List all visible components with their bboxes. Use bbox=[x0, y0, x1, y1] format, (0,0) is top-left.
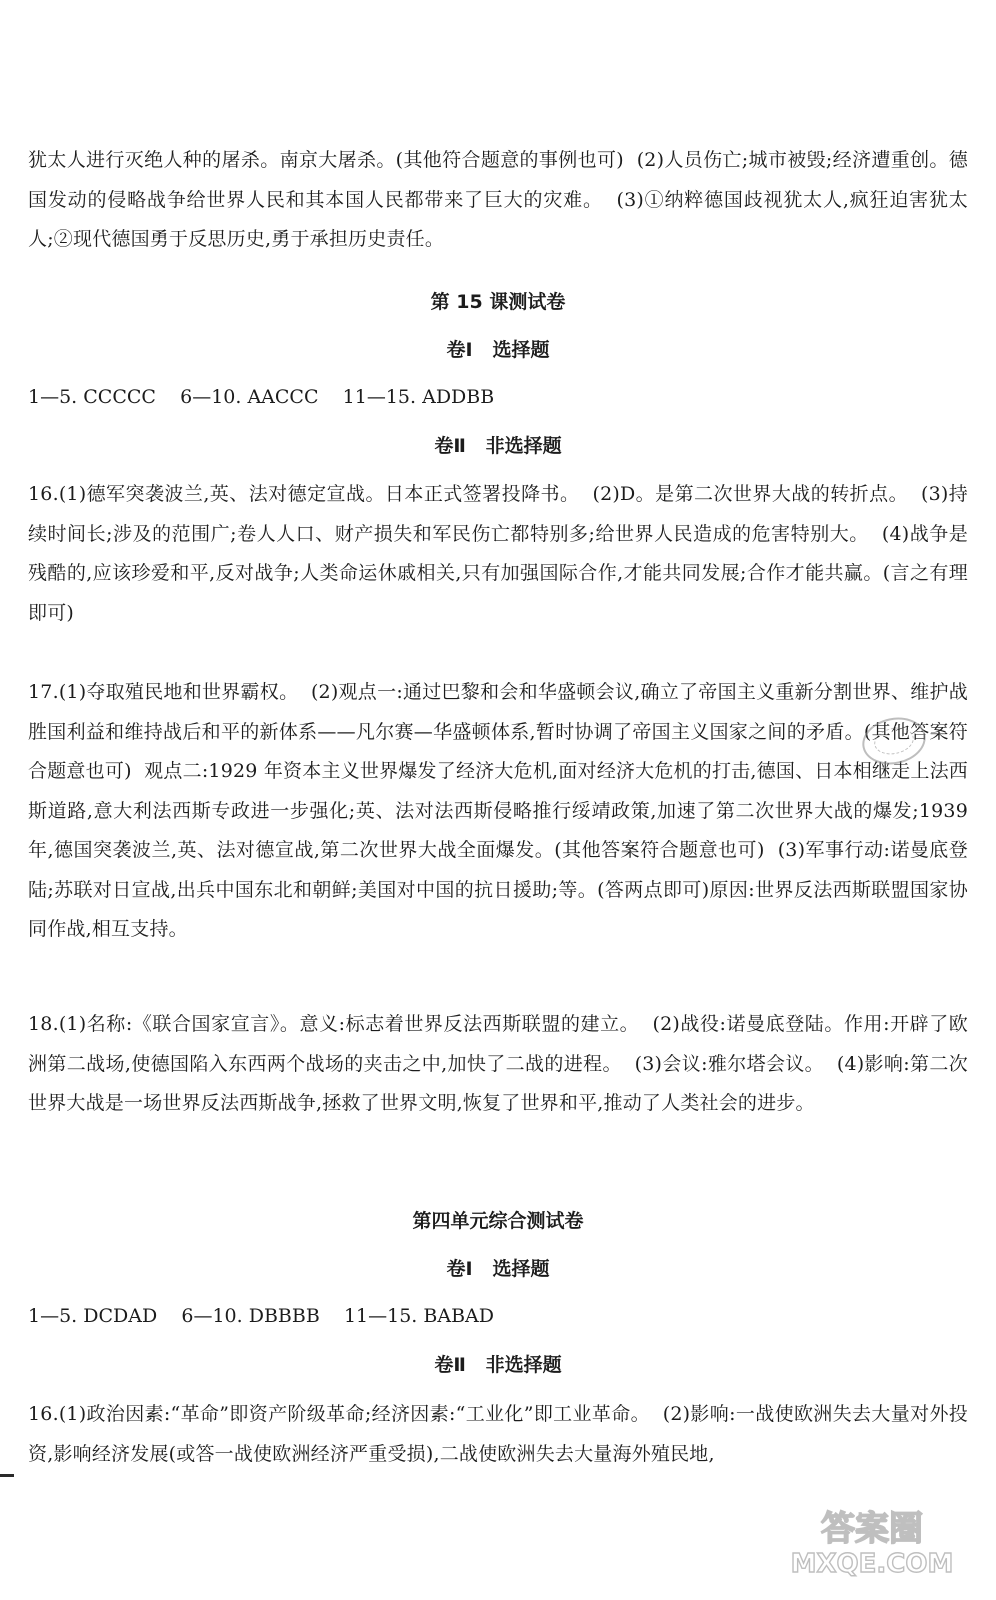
site-watermark bbox=[772, 1504, 972, 1578]
lesson15-part1-title: 卷Ⅰ 选择题 bbox=[446, 339, 550, 361]
margin-mark bbox=[0, 1474, 14, 1477]
unit4-part2-title: 卷Ⅱ 非选择题 bbox=[434, 1354, 562, 1376]
unit4-title: 第四单元综合测试卷 bbox=[412, 1210, 584, 1232]
lesson15-part2-title: 卷Ⅱ 非选择题 bbox=[434, 435, 562, 457]
lesson15-choice-answers: 1—5. CCCCC 6—10. AACCC 11—15. ADDBB bbox=[28, 386, 495, 408]
watermark-site-text: MXQE.COM bbox=[790, 1549, 954, 1578]
lesson15-question-18: 18.(1)名称:《联合国家宣言》。意义:标志着世界反法西斯联盟的建立。 (2)战役:诺曼底登陆。作用:开辟了欧洲第二战场,使德国陷入东西两个战场的夹击之中,加快了二战的进程。 (3)会议:雅尔塔会议。 (4)影响:第二次世界大战是一场世界反法西斯战争,拯救了世界文明,恢复了世界和平,推动了人类社会的进步。 bbox=[28, 1013, 968, 1114]
lesson15-question-16: 16.(1)德军突袭波兰,英、法对德定宣战。日本正式签署投降书。 (2)D。是第二次世界大战的转折点。 (3)持续时间长;涉及的范围广;卷人人口、财产损失和军民伤亡都特别多;给世界人民造成的危害特别大。 (4)战争是残酷的,应该珍爱和平,反对战争;人类命运休戚相关,只有加强国际合作,才能共同发展;合作才能共赢。(言之有理即可) bbox=[28, 483, 968, 624]
unit4-question-16: 16.(1)政治因素:“革命”即资产阶级革命;经济因素:“工业化”即工业革命。 (2)影响:一战使欧洲失去大量对外投资,影响经济发展(或答一战使欧洲经济严重受损),二战使欧洲失去大量海外殖民地, bbox=[28, 1403, 968, 1465]
lesson15-question-17: 17.(1)夺取殖民地和世界霸权。 (2)观点一:通过巴黎和会和华盛顿会议,确立了帝国主义重新分割世界、维护战胜国利益和维持战后和平的新体系——凡尔赛—华盛顿体系,暂时协调了帝国主义国家之间的矛盾。(其他答案符合题意也可) 观点二:1929 年资本主义世界爆发了经济大危机,面对经济大危机的打击,德国、日本相继走上法西斯道路,意大利法西斯专政进一步强化;英、法对法西斯侵略推行绥靖政策,加速了第二次世界大战的爆发;1939 年,德国突袭波兰,英、法对德宣战,第二次世界大战全面爆发。(其他答案符合题意也可) (3)军事行动:诺曼底登陆;苏联对日宣战,出兵中国东北和朝鲜;美国对中国的抗日援助;等。(答两点即可)原因:世界反法西斯联盟国家协同作战,相互支持。 bbox=[28, 681, 975, 940]
lesson15-title: 第 15 课测试卷 bbox=[430, 291, 566, 313]
unit4-choice-answers: 1—5. DCDAD 6—10. DBBBB 11—15. BABAD bbox=[28, 1305, 494, 1327]
watermark-logo-chars: 答案圈 bbox=[821, 1509, 923, 1549]
unit4-part1-title: 卷Ⅰ 选择题 bbox=[446, 1258, 550, 1280]
intro-paragraph: 犹太人进行灭绝人种的屠杀。南京大屠杀。(其他符合题意的事例也可) (2)人员伤亡;城市被毁;经济遭重创。德国发动的侵略战争给世界人民和其本国人民都带来了巨大的灾难。 (3)①纳粹德国歧视犹太人,疯狂迫害犹太人;②现代德国勇于反思历史,勇于承担历史责任。 bbox=[28, 149, 968, 250]
